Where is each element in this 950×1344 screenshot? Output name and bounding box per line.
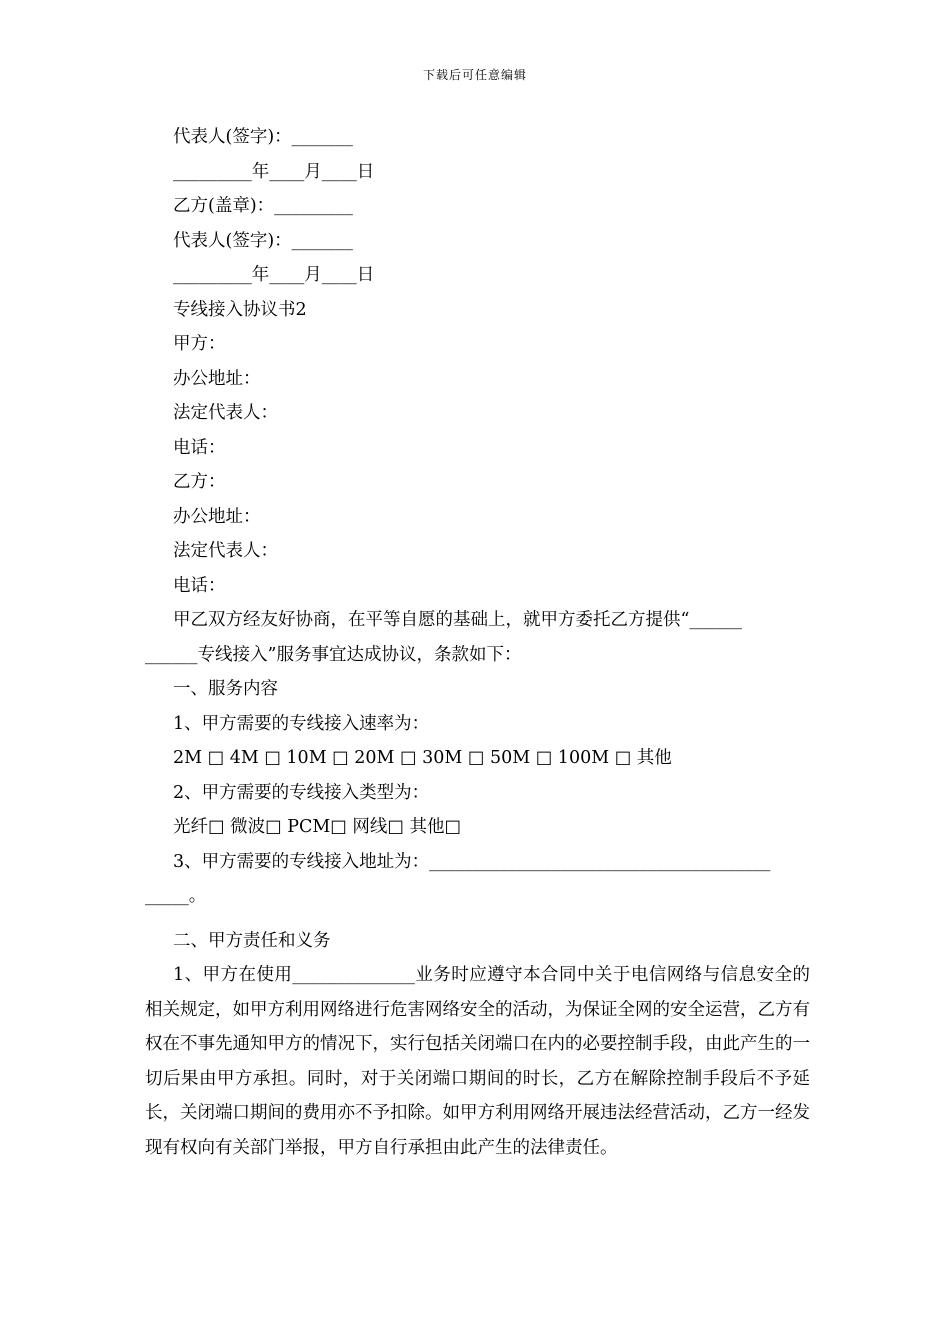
agreement-title: 专线接入协议书2 [173, 299, 307, 320]
item-type-label: 2、甲方需要的专线接入类型为： [173, 782, 430, 803]
office-address-b: 办公地址： [173, 506, 261, 527]
party-b-label: 乙方： [173, 472, 226, 492]
item-speed-label: 1、甲方需要的专线接入速率为： [173, 713, 430, 734]
legal-representative-b: 法定代表人： [173, 541, 278, 561]
section-heading-party-a-duties: 二、甲方责任和义务 [173, 930, 331, 951]
phone-b: 电话： [173, 575, 226, 596]
document-body [145, 120, 810, 1165]
representative-signature-line: 代表人(签字)：_______ [173, 230, 353, 251]
item-address-continuation: _____。 [145, 886, 207, 906]
intro-line-2: ______专线接入”服务事宜达成协议，条款如下： [145, 644, 522, 665]
representative-signature-line: 代表人(签字)：_______ [173, 127, 353, 147]
legal-representative-a: 法定代表人： [173, 403, 278, 423]
type-options: 光纤□ 微波□ PCM□ 网线□ 其他□ [173, 817, 462, 837]
item-address-label: 3、甲方需要的专线接入地址为：_______________________________________ [173, 851, 771, 872]
intro-line-1: 甲乙双方经友好协商，在平等自愿的基础上，就甲方委托乙方提供“______ [173, 610, 742, 630]
date-line: _________年____月____日 [173, 161, 375, 182]
party-b-seal-line: 乙方(盖章)：_________ [173, 196, 353, 216]
speed-options: 2M □ 4M □ 10M □ 20M □ 30M □ 50M □ 100M □ 其他 [173, 748, 672, 768]
party-a-label: 甲方： [173, 334, 226, 354]
section-heading-service: 一、服务内容 [173, 679, 278, 699]
clause-paragraph: 1、甲方在使用______________业务时应遵守本合同中关于电信网络与信息安全的相关规定，如甲方利用网络进行危害网络安全的活动，为保证全网的安全运营，乙方有权在不事先通知甲方的情况下，实行包括关闭端口在内的必要控制手段，由此产生的一切后果由甲方承担。同时，对于关闭端口期间的时长，乙方在解除控制手段后不予延长，关闭端口期间的费用亦不予扣除。如甲方利用网络开展违法经营活动，乙方一经发现有权向有关部门举报，甲方自行承担由此产生的法律责任。 [145, 965, 810, 1158]
date-line: _________年____月____日 [173, 265, 375, 285]
page-header-note: 下载后可任意编辑 [422, 68, 527, 82]
office-address-a: 办公地址： [173, 368, 261, 389]
phone-a: 电话： [173, 437, 226, 458]
spacer [145, 914, 810, 924]
